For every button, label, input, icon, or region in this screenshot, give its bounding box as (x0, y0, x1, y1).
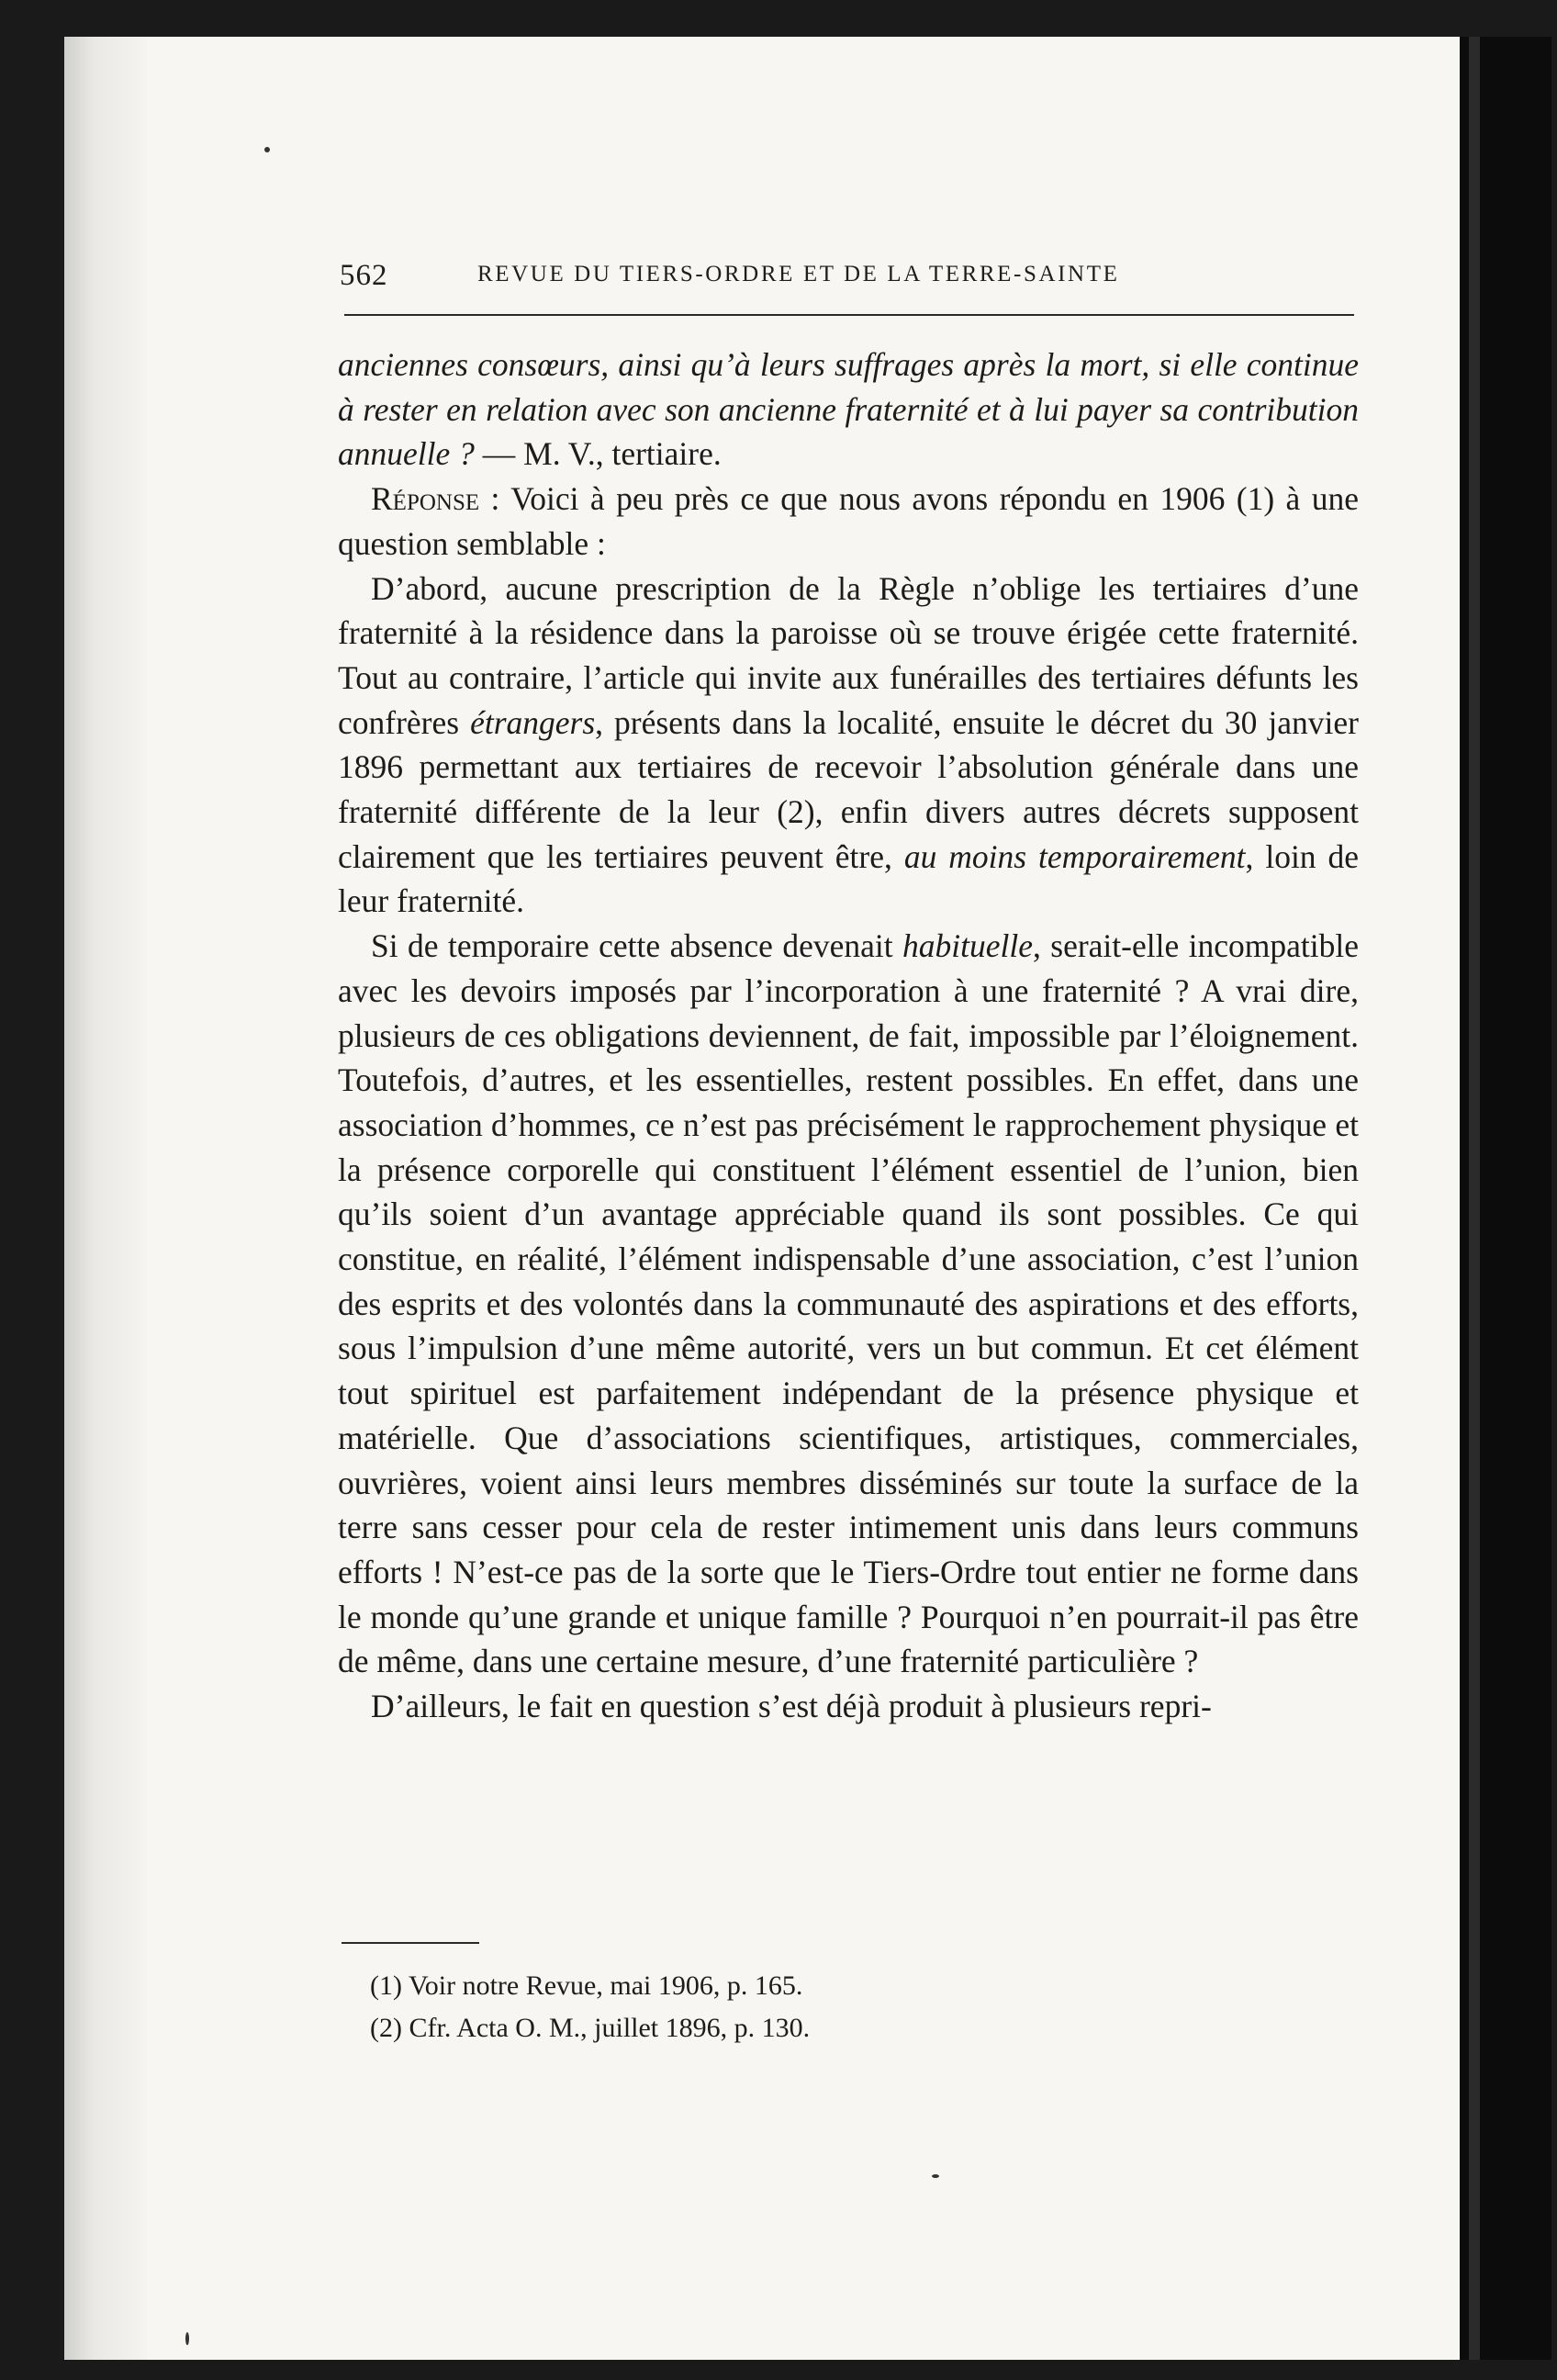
footnote-italic: Acta O. M. (456, 2013, 581, 2043)
header-rule (344, 314, 1354, 316)
footnote-text: Cfr. (401, 2013, 457, 2043)
footnote-1 (370, 1965, 1288, 2007)
italic-term: étrangers (470, 703, 596, 741)
paragraph-text: D’abord, aucune prescription de la Règle n’oblige les tertiaires d’une fraternité à la résidence dans la paroisse où se trouve érigée cette fraternité. Tout au contraire, l’article qui invite aux funérailles des tertiaires défunts les confrères (338, 569, 1359, 741)
paragraph-text: , présents dans la localité, ensuite le décret du 30 janvier 1896 permettant aux tertiaires de recevoir l’absolution générale dans une fraternité différente de la leur (2), enfin divers autres décrets supposent clairement que les tertiaires peuvent être, (338, 703, 1359, 875)
page-number: 562 (340, 259, 388, 292)
running-title: REVUE DU TIERS-ORDRE ET DE LA TERRE-SAINTE (477, 262, 1120, 286)
next-page-sliver (1469, 37, 1480, 2360)
footnote-text: , juillet 1896, p. 130. (580, 2013, 811, 2043)
footnote-number: (1) (370, 1970, 402, 2001)
footnote-italic: Revue (525, 1970, 597, 2001)
body-text (338, 342, 1359, 1729)
footnote-2 (370, 2007, 1288, 2049)
page-gutter-shadow (64, 37, 147, 2360)
paragraph-text: D’ailleurs, le fait en question s’est déjà produit à plusieurs repri- (371, 1688, 1212, 1725)
question-italic: anciennes consœurs, ainsi qu’à leurs suffrages après la mort, si elle continue à rester en relation avec son ancienne fraternité et à lui payer sa contribution annuelle ? (338, 346, 1359, 473)
paragraph-text: , serait-elle incompatible avec les devoirs imposés par l’incorporation à une fraternité ? A vrai dire, plusieurs de ces obligations deviennent, de fait, impossible par l’éloignement. Toutefois, d’autres, et les essentielles, restent possibles. En effet, dans une association d’hommes, ce n’est pas précisément le rapprochement physique et la présence corporelle qui constituent l’élément essentiel de l’union, bien qu’ils soient d’un avantage appréciable quand ils sont possibles. Ce qui constitue, en réalité, l’élément indispensable d’une association, c’est l’union des esprits et des volontés dans la communauté des aspirations et des efforts, sous l’impulsion d’une même autorité, vers un but commun. Et cet élément tout spirituel est parfaitement indépendant de la présence physique et matérielle. Que d’associations scientifiques, artistiques, commerciales, ouvrières, voient ainsi leurs membres disséminés sur toute la surface de la terre sans cesser pour cela de rester intimement unis dans leurs communs efforts ! N’est-ce pas de la sorte que le Tiers-Ordre tout entier ne forme dans le monde qu’une grande et unique famille ? Pourquoi n’en pourrait-il pas être de même, dans une certaine mesure, d’une fraternité particulière ? (338, 927, 1359, 1680)
footnote-text: Voir notre (401, 1970, 526, 2001)
footnotes (370, 1965, 1288, 2049)
paragraph-dailleurs (338, 1684, 1359, 1729)
paragraph-question-tail (338, 342, 1359, 477)
paragraph-dabord (338, 567, 1359, 925)
paragraph-text: Si de temporaire cette absence devenait (371, 927, 903, 965)
paragraph-text: , loin de leur fraternité. (338, 837, 1360, 920)
question-signature: — M. V., tertiaire. (474, 435, 722, 473)
reponse-text: : Voici à peu près ce que nous avons répondu en 1906 (1) à une question semblable : (338, 480, 1359, 562)
footnote-number: (2) (370, 2013, 402, 2043)
reponse-label: Réponse (371, 480, 480, 518)
italic-term: habituelle (902, 927, 1033, 965)
ink-speck (185, 2332, 189, 2345)
binding-edge (1460, 37, 1551, 2360)
ink-speck (932, 2174, 939, 2178)
paragraph-temporaire (338, 924, 1359, 1684)
ink-speck (264, 147, 270, 152)
footnote-text: , mai 1906, p. 165. (596, 1970, 803, 2001)
running-header (340, 259, 1359, 296)
footnote-rule (342, 1942, 479, 1944)
paragraph-reponse (338, 477, 1359, 566)
italic-term: au moins temporairement (903, 837, 1246, 875)
